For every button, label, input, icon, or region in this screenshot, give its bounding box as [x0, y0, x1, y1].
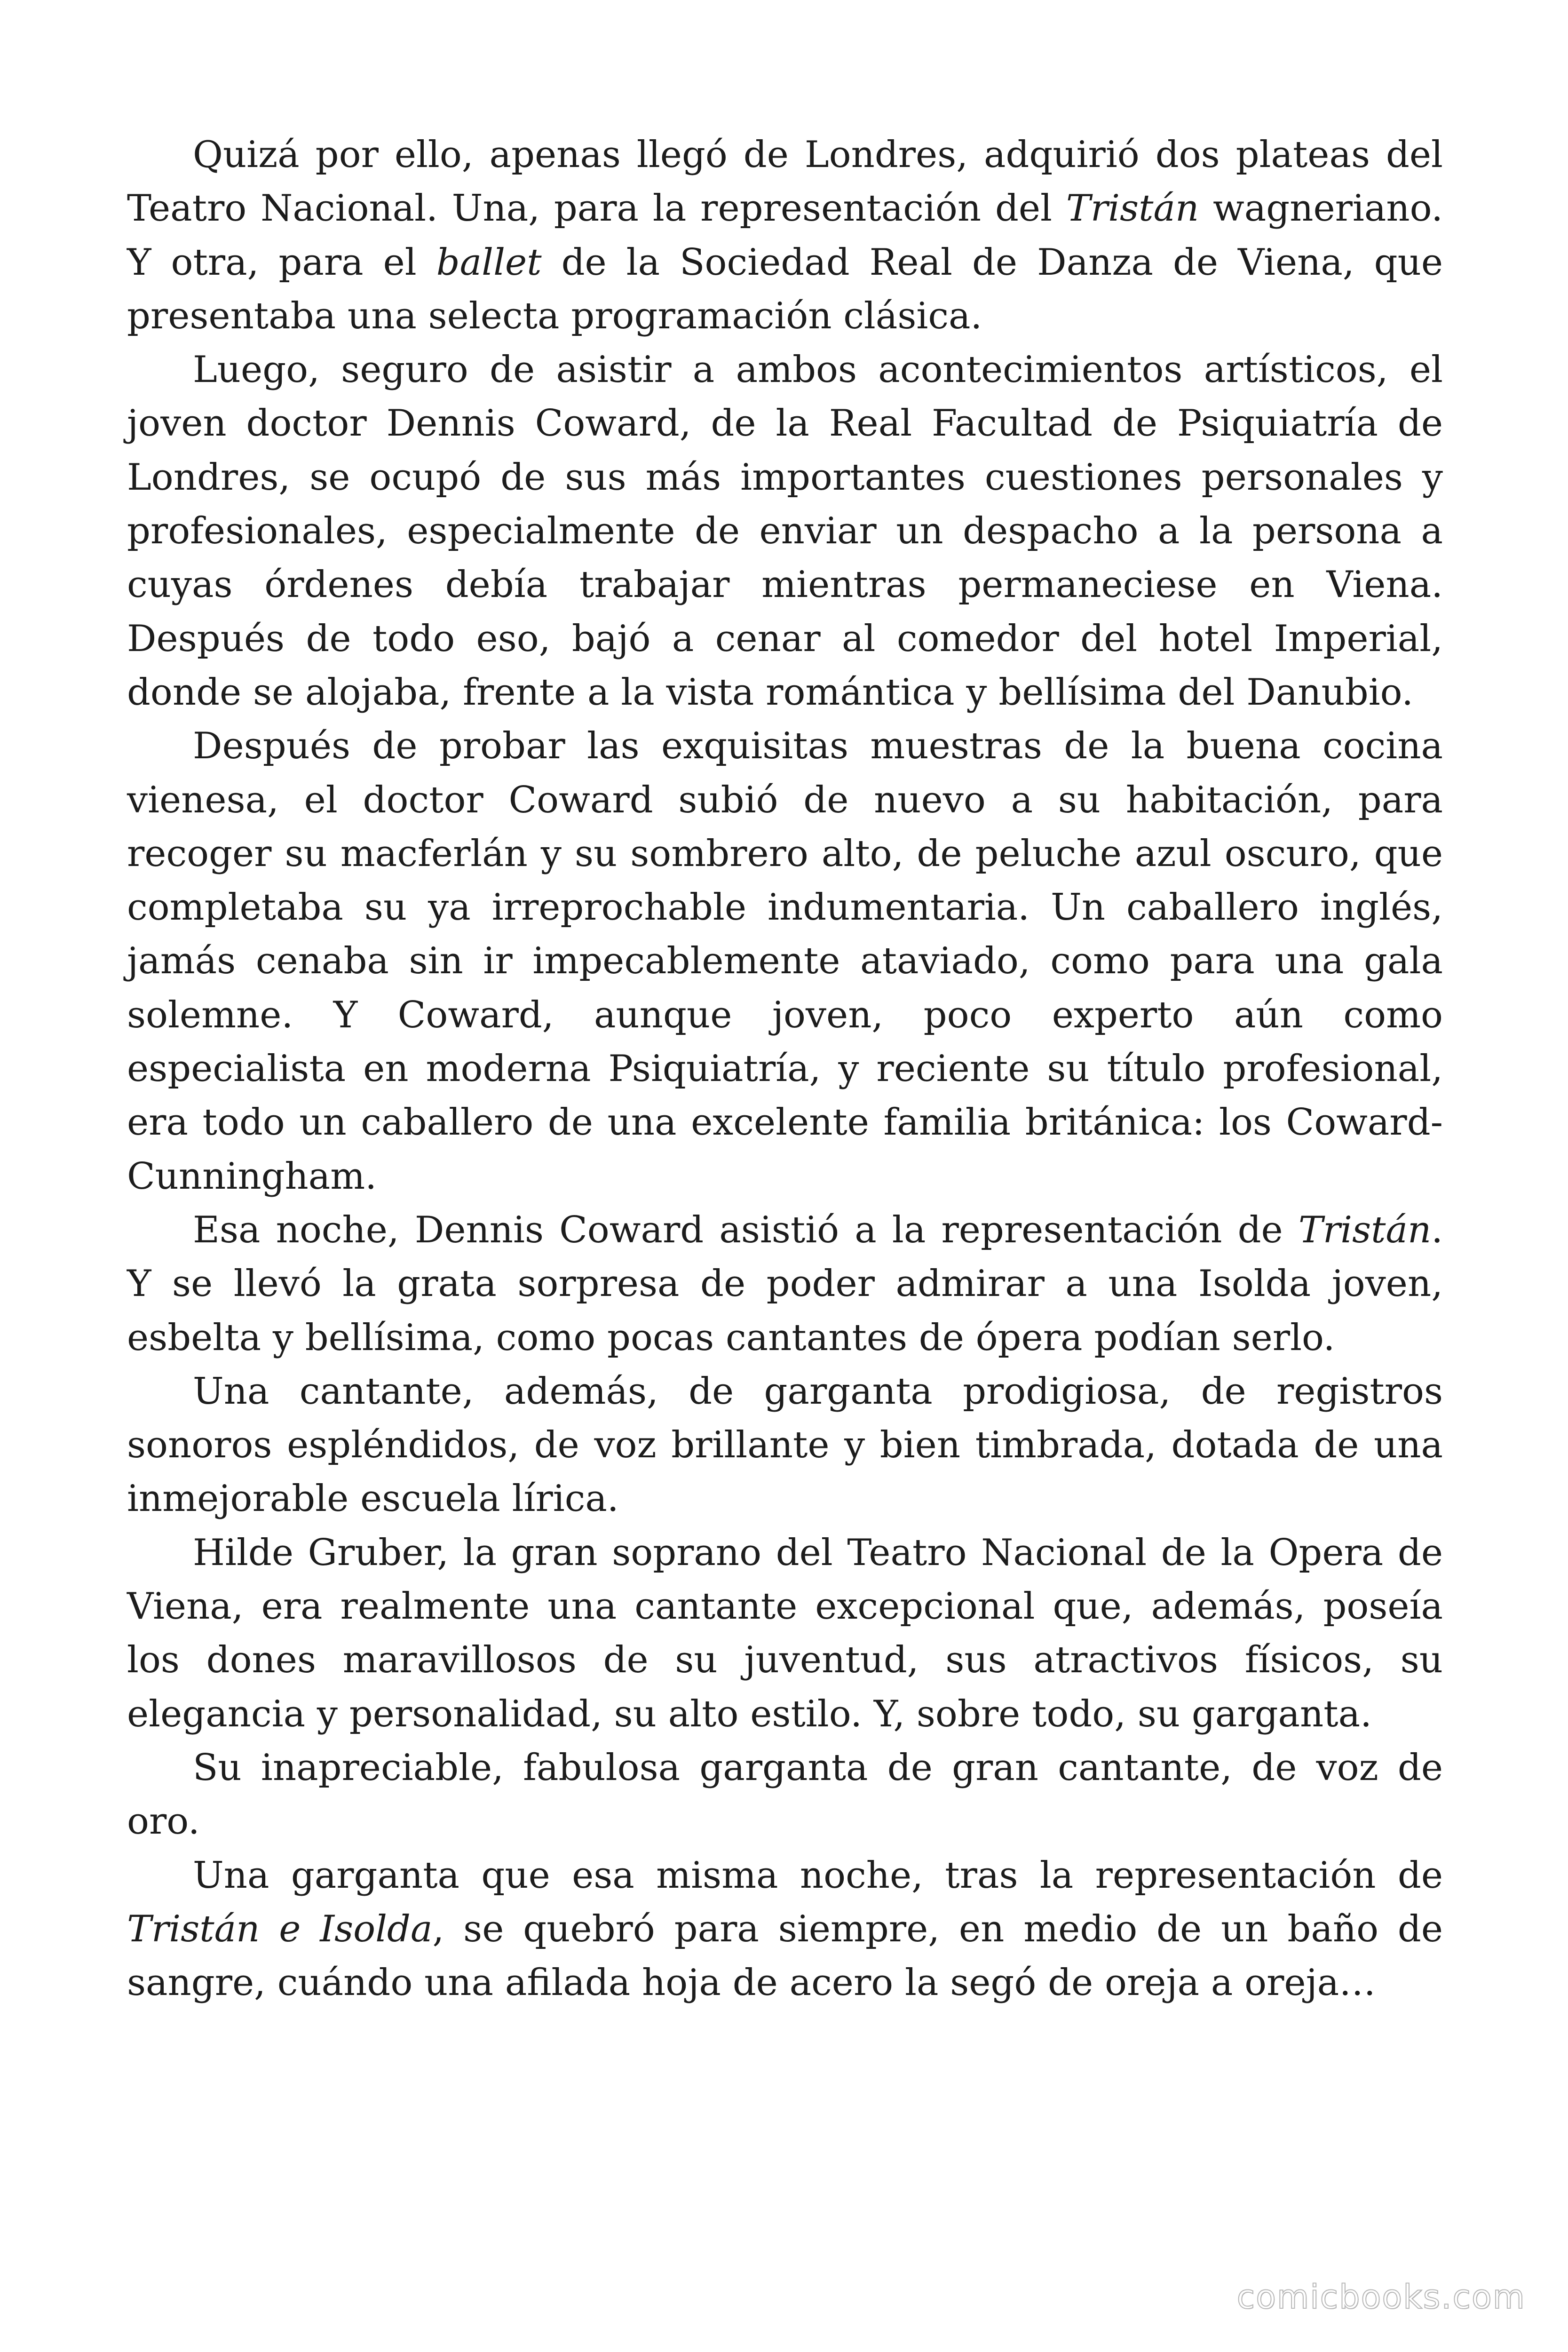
text-run: , se quebró para siempre, en medio de un baño de sangre, cuándo una afilada hoja de acero la segó de oreja a oreja… [127, 1907, 1443, 2004]
paragraph [127, 1365, 1443, 1526]
text-run: Su inapreciable, fabulosa garganta de gran cantante, de voz de oro. [127, 1746, 1443, 1843]
paragraph [127, 1203, 1443, 1365]
paragraph [127, 1741, 1443, 1849]
text-run: de la Sociedad Real de Danza de Viena, que presentaba una selecta programación clásica. [127, 241, 1443, 337]
page-body [127, 128, 1443, 2010]
italic-run: Tristán [1066, 187, 1199, 230]
italic-run: Tristán [1298, 1208, 1432, 1251]
text-run: Quizá por ello, apenas llegó de Londres, adquirió dos plateas del Teatro Nacional. Una, para la representación del [127, 134, 1443, 230]
text-run: Una cantante, además, de garganta prodigiosa, de registros sonoros espléndidos, de voz brillante y bien timbrada, dotada de una inmejorable escuela lírica. [127, 1370, 1443, 1520]
text-run: . Y se llevó la grata sorpresa de poder admirar a una Isolda joven, esbelta y bellísima, como pocas cantantes de ópera podían serlo. [127, 1208, 1443, 1359]
paragraph [127, 719, 1443, 1203]
text-run: wagneriano. Y otra, para el [127, 187, 1443, 284]
watermark: comicbooks.com [1236, 2278, 1526, 2316]
paragraph [127, 1526, 1443, 1741]
italic-run: Tristán e Isolda [127, 1907, 433, 1950]
paragraph [127, 1849, 1443, 2010]
italic-run: ballet [436, 241, 542, 284]
paragraph [127, 343, 1443, 719]
text-run: Hilde Gruber, la gran soprano del Teatro Nacional de la Opera de Viena, era realmente una cantante excepcional que, además, poseía los dones maravillosos de su juventud, sus atractivos físicos, su elegancia y personalidad, su alto estilo. Y, sobre todo, su garganta. [127, 1531, 1443, 1735]
text-run: Una garganta que esa misma noche, tras la representación de [193, 1854, 1443, 1897]
paragraph [127, 128, 1443, 343]
text-run: Luego, seguro de asistir a ambos acontecimientos artísticos, el joven doctor Dennis Coward, de la Real Facultad de Psiquiatría de Londres, se ocupó de sus más importantes cuestiones personales y profesionales, especialmente de enviar un despacho a la persona a cuyas órdenes debía trabajar mientras permaneciese en Viena. Después de todo eso, bajó a cenar al comedor del hotel Imperial, donde se alojaba, frente a la vista romántica y bellísima del Danubio. [127, 349, 1443, 714]
text-run: Después de probar las exquisitas muestras de la buena cocina vienesa, el doctor Coward subió de nuevo a su habitación, para recoger su macferlán y su sombrero alto, de peluche azul oscuro, que completaba su ya irreprochable indumentaria. Un caballero inglés, jamás cenaba sin ir impecablemente ataviado, como para una gala solemne. Y Coward, aunque joven, poco experto aún como especialista en moderna Psiquiatría, y reciente su título profesional, era todo un caballero de una excelente familia británica: los Coward-Cunningham. [127, 725, 1443, 1198]
text-run: Esa noche, Dennis Coward asistió a la representación de [193, 1208, 1299, 1251]
